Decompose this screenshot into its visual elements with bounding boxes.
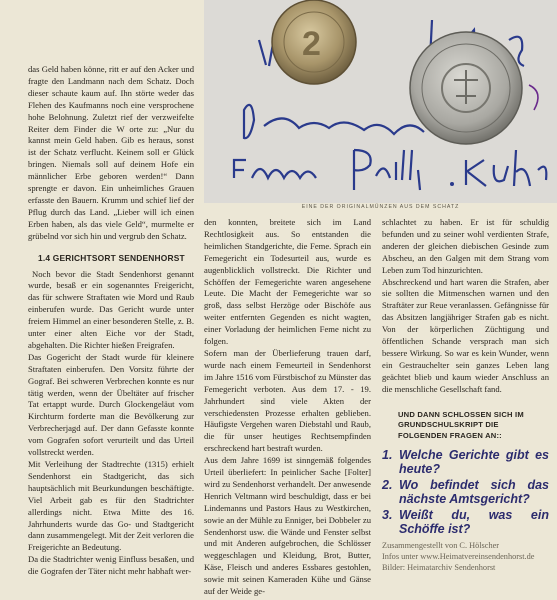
question-item: 1. Welche Gerichte gibt es heute? [382,448,549,476]
text-column-2 [204,217,371,598]
question-item: 2. Wo befindet sich das nächste Amtsgericht? [382,478,549,506]
photo-caption: EINE DER ORIGINALMÜNZEN AUS DEM SCHATZ [301,204,460,210]
coin-photo [204,0,557,203]
credits [382,540,549,573]
question-box-title: UND DANN SCHLOSSEN SICH IM GRUNDSCHULSKRIPT DIE FOLGENDEN FRAGEN AN:: [398,409,524,440]
section-heading: 1.4 GERICHTSORT SENDENHORST [38,252,185,263]
credit-line: Bilder: Heimatarchiv Sendenhorst [382,563,496,573]
text-column-3 [382,217,549,573]
paragraph: Aus dem Jahre 1699 ist sinngemäß folgendes Urteil überliefert: In peinlicher Sache [Folter] wird zu Sendenhorst verhandelt. Der anwesende Henrich Veltmann wird beschuldigt, dass er bei Lindemanns und Pastors Haus zu Westkirchen, sowie an der Mühle zu Enniger, bei Dobbeler zu Sendenhorst usw. die Wände und Fenster selbst und mit Anderen aufgebrochen, die Schlösser weggeschlagen und Kleidung, Brot, Butter, Käse, Fleisch und anderes Essbares gestohlen, sowie mit seinen Kameraden Kühe und Gänse auf der Weide ge- [204,455,371,597]
paragraph: das Geld haben könne, ritt er auf den Acker und fragte den Landmann nach dem Schatz. Doch dieser schaute kaum auf. Ihn störte weder das Flehen des Kaufmanns noch eine versprochene hohe Belohnung. Zuletzt rief der verzweifelte Reiter dem Finder die W orte zu: „Nur du kannst mein Geld haben. Gib es heraus, sonst ist der Schatz verflucht. Keinem soll er Glück bringen. Niemals soll auf deinem Hofe ein männlicher Erbe geboren werden!“ Dann sprengte er davon. Ein unheimliches Grauen erfasste den Bauern. Krumm und schief lief der Pflug durch das Land. „Lieber will ich einen Erben haben, als das viele Geld“, murmelte er grübelnd vor sich hin und vergrub den Schatz. [28,64,194,241]
text-column-1 [28,64,194,578]
paragraph: Das Gogericht der Stadt wurde für kleinere Straftaten einberufen. Den Vorsitz führte der Gograf. Bei schweren Verbrechen konnte es nur tätig werden, wenn der Übeltäter auf frischer Tat ertappt wurde. Durch Glockengeläut vom Kirchturm forderte man die Bevölkerung zur Verbrecherjagd auf. Der dann Gefasste konnte vom Gografen sofort verurteilt und das Urteil vollstreckt werden. [28,351,194,458]
paragraph: den konnten, breitete sich im Land Rechtlosigkeit aus. So entstanden die heimlichen Standgerichte, die Feme. Sprach ein Femegericht ein Todesurteil aus, wurde es augenblicklich vollstreckt. Die Richter und Schöffen der Femegerichte waren angesehene Leute. Die Macht der Femegerichte war so groß, dass selbst Herzöge oder Bischöfe aus weiter entfernten Gegenden es nicht wagten, einer Vorladung der heimlichen Feme nicht zu folgen. [204,217,371,347]
paragraph: Mit Verleihung der Stadtrechte (1315) erhielt Sendenhorst ein Stadtgericht, das sich hauptsächlich mit Beurkundungen beschäftigte. Viel Arbeit gab es für den Stadtrichter allerdings nicht. Etwa Mitte des 16. Jahrhunderts wurde das Go- und Stadtgericht dann zusammengelegt. Mit der Zeit verloren die Freigerichte an Bedeutung. [28,459,194,553]
question-item: 3. Weißt du, was ein Schöffe ist? [382,508,549,536]
svg-text:2: 2 [302,25,321,63]
credit-line: Zusammengestellt von C. Hölscher [382,541,500,551]
question-list [382,449,549,536]
paragraph: Da die Stadtrichter wenig Einfluss besaßen, und die Gografen der Täter nicht mehr habhaft wer- [28,554,194,577]
paragraph: Sofern man der Überlieferung trauen darf, wurde nach einem Femeurteil in Sendenhorst im Jahre 1516 vom Fürstbischof zu Münster das Femegericht verboten. Aus dem 17. - 19. Jahrhundert sind viele Akten der verschiedensten Prozesse erhalten geblieben. Häufigste Vergehen waren Diebstahl und Raub, die für unser heutiges Rechtsempfinden erschreckend hart bestraft wurden. [204,347,371,454]
paragraph: Abschreckend und hart waren die Strafen, aber sie sollten die Mitmenschen warnen und den Straftäter zur Reue veranlassen. Gefängnisse für das Absitzen langjähriger Strafen gab es nicht. Von der körperlichen Züchtigung und öffentlichen Schande versprach man sich bessere Wirkung. So war es kein Wunder, wenn ein Gestrauchelter sein ganzes Leben lang geächtet blieb und kaum wieder Anschluss an die menschliche Gesellschaft fand. [382,276,549,394]
paragraph: schlachtet zu haben. Er ist für schuldig befunden und zu seiner wohl verdienten Strafe, anderen der gleichen diebischen Gesinde zum Abscheu, an den Galgen mit dem Strang vom Leben zum Tod hinzurichten. [382,217,549,275]
credit-line: Infos unter www.Heimatvereinsendenhorst.de [382,552,535,562]
paragraph: Noch bevor die Stadt Sendenhorst genannt wurde, besaß er ein sogenanntes Freigericht, das für schwere Straftaten wie Mord und Raub einberufen wurde. Das Gericht wurde unter freiem Himmel an einer besonderen Stelle, z. B. unter einer alten Eiche vor der Stadt, abgehalten. Die Richter hießen Freigrafen. [28,268,194,350]
coin-photo-illustration [204,0,557,203]
